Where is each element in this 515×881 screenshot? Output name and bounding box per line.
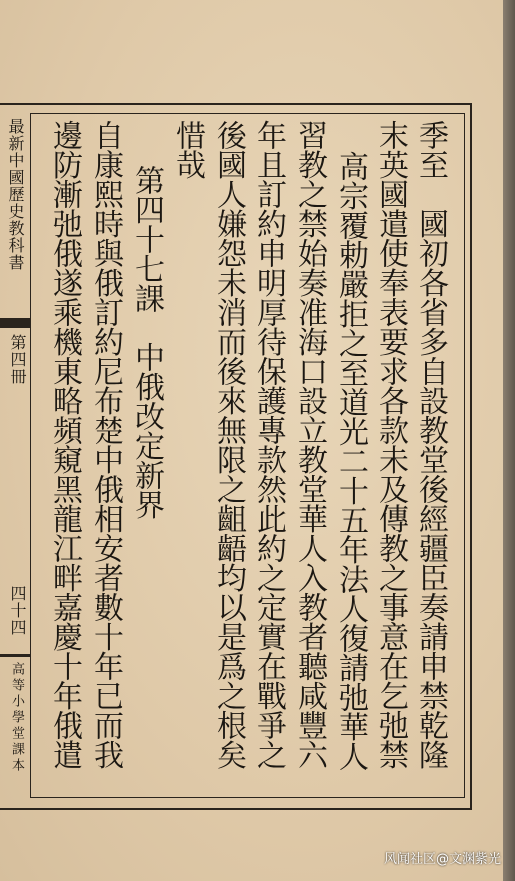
text-column-4: 習教之禁始奏准海口設立教堂華人入教者聽咸豐六	[292, 120, 327, 769]
text-column-3: 高宗覆勅嚴拒之至道光二十五年法人復請弛華人	[333, 151, 368, 771]
text-column-9: 自康熙時與俄訂約尼布楚中俄相安者數十年已而我	[88, 120, 123, 769]
text-column-6: 後國人嫌怨未消而後來無限之齟齬均以是爲之根矣	[211, 120, 246, 769]
fishtail-mark	[0, 318, 30, 328]
page-edge	[503, 0, 515, 881]
volume-label: 第四冊	[8, 334, 27, 385]
text-column-2: 末英國遣使奉表要求各款未及傳教之事意在乞弛禁	[373, 120, 408, 769]
text-column-1: 季至 國初各省多自設教堂後經疆臣奏請申禁乾隆	[413, 120, 448, 769]
series-label: 高等小學堂課本	[9, 662, 24, 774]
book-title: 最新中國歷史教科書	[6, 118, 25, 271]
page-number: 四十四	[8, 585, 27, 636]
text-column-10: 邊防漸弛俄遂乘機東略頻窺黑龍江畔嘉慶十年俄遣	[47, 120, 82, 769]
text-column-5: 年且訂約申明厚待保護專款然此約之定實在戰爭之	[251, 120, 286, 769]
fishtail-mark-lower	[0, 654, 30, 657]
watermark: 风闻社区@文渊紫光	[383, 852, 501, 867]
text-column-7: 惜哉	[170, 120, 205, 179]
lesson-heading: 第四十七課 中俄改定新界	[129, 165, 164, 519]
